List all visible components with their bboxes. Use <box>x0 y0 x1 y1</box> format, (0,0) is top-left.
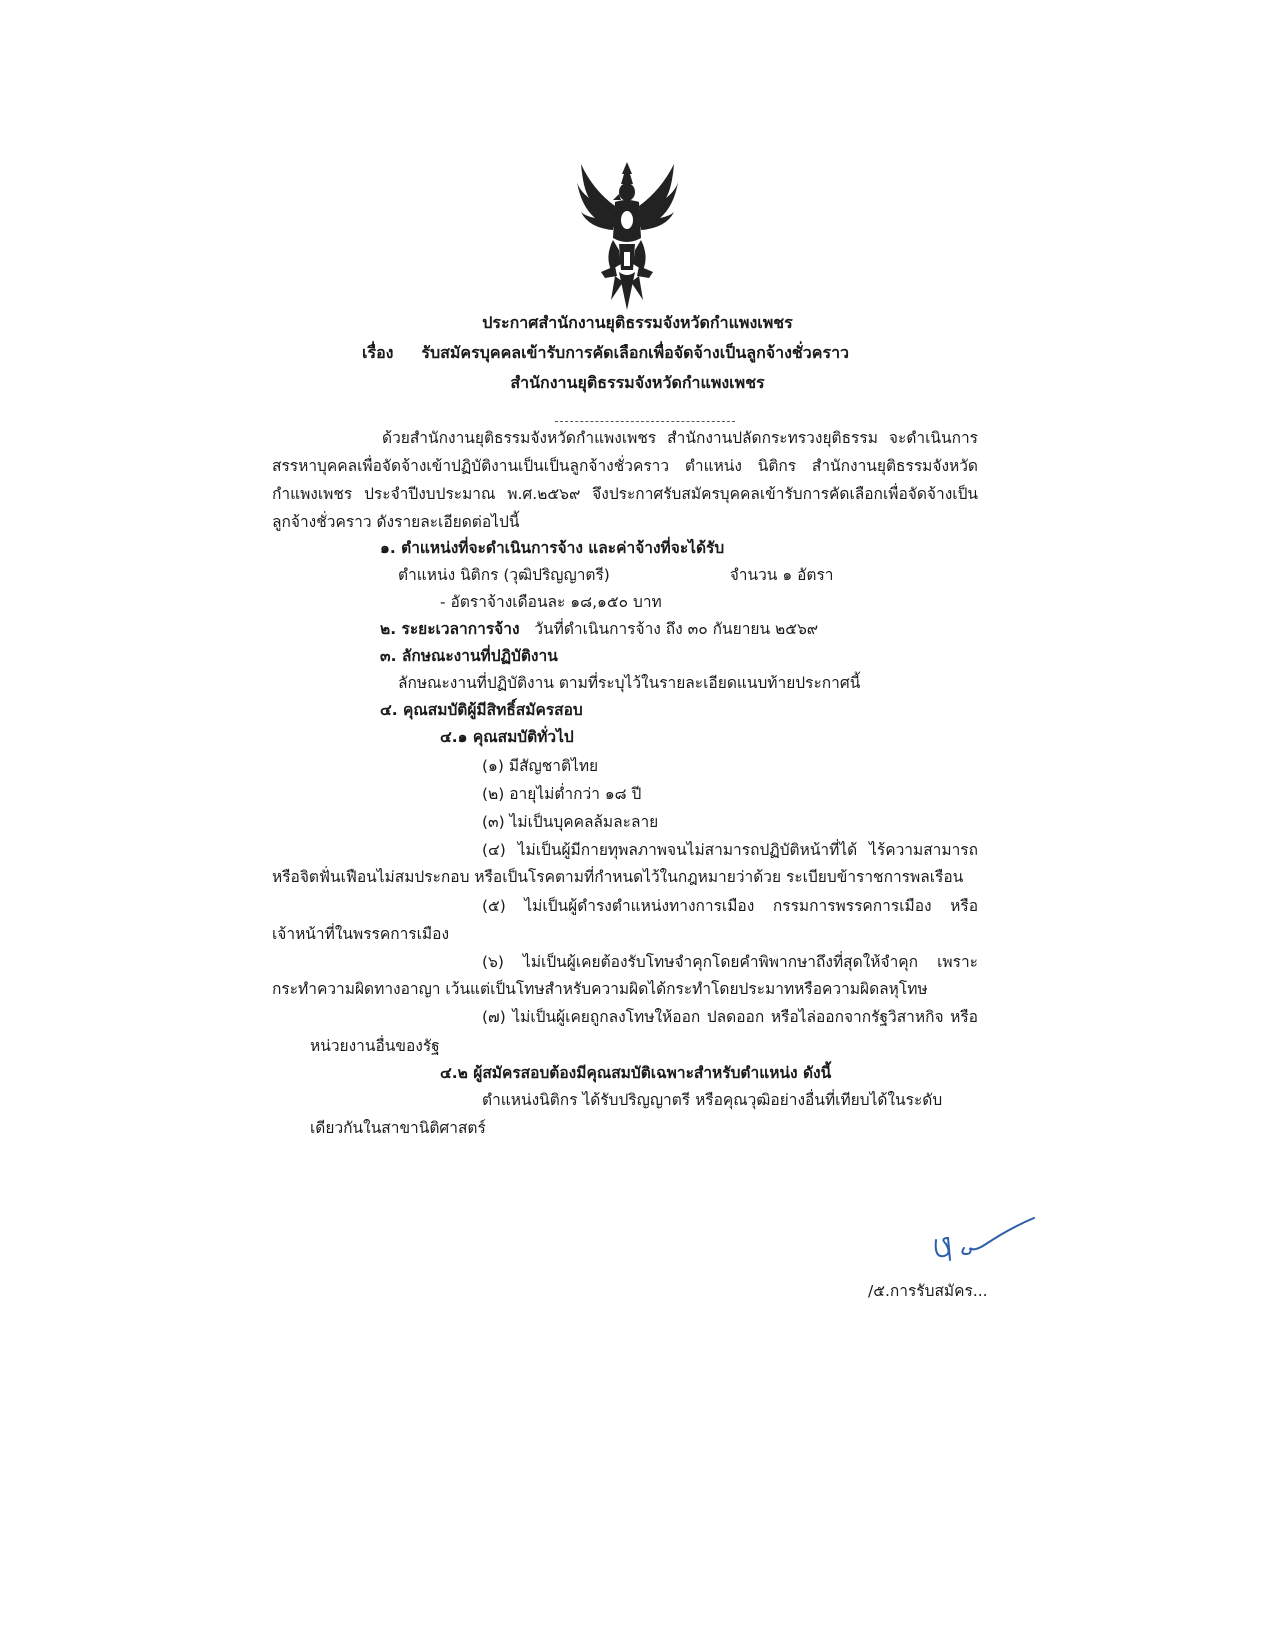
section-4-heading: ๔. คุณสมบัติผู้มีสิทธิ์สมัครสอบ <box>380 701 583 719</box>
section-2-heading: ๒. ระยะเวลาการจ้าง <box>380 620 520 638</box>
intro-line-4: ลูกจ้างชั่วคราว ดังรายละเอียดต่อไปนี้ <box>272 513 520 531</box>
specific-qualification-line-2: เดียวกันในสาขานิติศาสตร์ <box>310 1119 486 1137</box>
qualification-item-7b: หน่วยงานอื่นของรัฐ <box>310 1037 440 1055</box>
wage-line: - อัตราจ้างเดือนละ ๑๘,๑๕๐ บาท <box>440 593 662 611</box>
section-4-1-heading: ๔.๑ คุณสมบัติทั่วไป <box>440 728 574 746</box>
qualification-item-5b: เจ้าหน้าที่ในพรรคการเมือง <box>272 925 450 943</box>
qualification-item-7a: (๗) ไม่เป็นผู้เคยถูกลงโทษให้ออก ปลดออก หรือไล่ออกจากรัฐวิสาหกิจ หรือ <box>482 1008 978 1026</box>
section-3-heading: ๓. ลักษณะงานที่ปฏิบัติงาน <box>380 647 558 665</box>
intro-line-3: กำแพงเพชร ประจำปีงบประมาณ พ.ศ.๒๕๖๙ จึงประกาศรับสมัครบุคคลเข้ารับการคัดเลือกเพื่อจัดจ้างเป็น <box>272 485 978 503</box>
garuda-emblem <box>575 160 680 315</box>
specific-qualification-line-1: ตำแหน่งนิติกร ได้รับปริญญาตรี หรือคุณวุฒิอย่างอื่นที่เทียบได้ในระดับ <box>482 1091 943 1109</box>
qualification-item-4a: (๔) ไม่เป็นผู้มีกายทุพลภาพจนไม่สามารถปฏิบัติหน้าที่ได้ ไร้ความสามารถ <box>482 841 978 859</box>
section-3-detail: ลักษณะงานที่ปฏิบัติงาน ตามที่ระบุไว้ในรายละเอียดแนบท้ายประกาศนี้ <box>398 674 861 692</box>
position-line <box>398 564 834 586</box>
announcement-title: ประกาศสำนักงานยุติธรรมจังหวัดกำแพงเพชร <box>482 313 793 332</box>
intro-line-2: สรรหาบุคคลเพื่อจัดจ้างเข้าปฏิบัติงานเป็นเป็นลูกจ้างชั่วคราว ตำแหน่ง นิติกร สำนักงานยุติธรรมจังหวัด <box>272 457 978 475</box>
section-2-line <box>380 618 818 640</box>
qualification-item-6a: (๖) ไม่เป็นผู้เคยต้องรับโทษจำคุกโดยคำพิพากษาถึงที่สุดให้จำคุก เพราะ <box>482 953 978 971</box>
intro-line-1: ด้วยสำนักงานยุติธรรมจังหวัดกำแพงเพชร สำนักงานปลัดกระทรวงยุติธรรม จะดำเนินการ <box>382 429 978 447</box>
qualification-item-5a: (๕) ไม่เป็นผู้ดำรงตำแหน่งทางการเมือง กรรมการพรรคการเมือง หรือ <box>482 897 978 915</box>
subject-label: เรื่อง <box>362 343 394 362</box>
position-name: ตำแหน่ง นิติกร (วุฒิปริญญาตรี) <box>398 566 610 584</box>
subject-line <box>362 342 849 364</box>
section-2-detail: วันที่ดำเนินการจ้าง ถึง ๓๐ กันยายน ๒๕๖๙ <box>534 620 819 638</box>
qualification-item-3: (๓) ไม่เป็นบุคคลล้มละลาย <box>482 813 659 831</box>
handwritten-signature <box>930 1210 1040 1270</box>
continuation-text: /๕.การรับสมัคร... <box>868 1282 988 1300</box>
qualification-item-1: (๑) มีสัญชาติไทย <box>482 757 599 775</box>
section-1-heading: ๑. ตำแหน่งที่จะดำเนินการจ้าง และค่าจ้างที่จะได้รับ <box>380 539 725 557</box>
qualification-item-6b: กระทำความผิดทางอาญา เว้นแต่เป็นโทษสำหรับความผิดได้กระทำโดยประมาทหรือความผิดลหุโทษ <box>272 980 928 998</box>
qualification-item-4b: หรือจิตฟั่นเฟือนไม่สมประกอบ หรือเป็นโรคตามที่กำหนดไว้ในกฎหมายว่าด้วย ระเบียบข้าราชการพลเรือน <box>272 868 964 886</box>
subject-text: รับสมัครบุคคลเข้ารับการคัดเลือกเพื่อจัดจ้างเป็นลูกจ้างชั่วคราว <box>421 343 850 362</box>
header-divider <box>555 421 735 422</box>
position-quantity: จำนวน ๑ อัตรา <box>729 566 834 584</box>
agency-name: สำนักงานยุติธรรมจังหวัดกำแพงเพชร <box>510 373 765 392</box>
section-4-2-heading: ๔.๒ ผู้สมัครสอบต้องมีคุณสมบัติเฉพาะสำหรับตำแหน่ง ดังนี้ <box>440 1064 832 1082</box>
qualification-item-2: (๒) อายุไม่ต่ำกว่า ๑๘ ปี <box>482 785 642 803</box>
